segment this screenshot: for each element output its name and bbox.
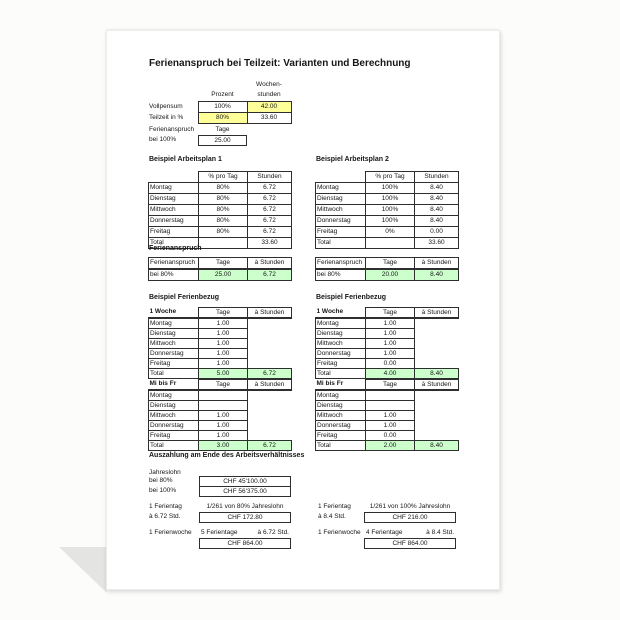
jahreslohn-100-value: CHF 56'375.00 [199,486,291,497]
header-cell: % pro Tag [366,172,415,183]
total-row [149,441,292,451]
tage-cell [366,390,415,401]
ferienwoche-label-left: 1 Ferienwoche [149,529,192,536]
header-cell: à Stunden [415,258,459,270]
ferientag-hours-label-right: à 8.4 Std. [318,513,346,520]
tage-cell [199,401,248,411]
ferienanspruch-100-label [149,125,194,145]
total-label-cell: Total [316,441,366,451]
total-stunden-cell: 8.40 [415,369,459,379]
stunden-span-cell [415,390,459,441]
percent-cell: 100% [366,216,415,227]
table-row [149,216,292,227]
tage-result-cell: 20.00 [366,269,415,281]
day-cell: Mittwoch [149,339,199,349]
day-cell: Montag [149,183,199,194]
tage-cell: 1.00 [199,318,248,329]
header-cell: Tage [199,258,248,270]
total-stunden-cell: 8.40 [415,441,459,451]
header-row [316,172,459,183]
stunden-span-cell [415,318,459,369]
percent-cell: 80% [199,183,248,194]
table-row [316,269,459,281]
day-cell: Dienstag [149,329,199,339]
table-row [149,205,292,216]
tage-cell [366,401,415,411]
day-cell: Freitag [149,227,199,238]
table-title-cell: Mi bis Fr [316,380,366,391]
hours-cell: 6.72 [248,227,292,238]
stunden-cell: 33.60 [247,113,291,124]
header-cell: Tage [366,380,415,391]
total-row [149,369,292,379]
jahreslohn-80-label: bei 80% [149,477,173,484]
header-cell: Stunden [248,172,292,183]
hours-cell: 6.72 [248,183,292,194]
ferientage-100-value: 25.00 [198,135,247,146]
tage-cell: 1.00 [366,339,415,349]
tage-cell: 1.00 [199,411,248,421]
table-row [149,183,292,194]
ferienanspruch-heading: Ferienanspruch [149,245,202,252]
total-tage-cell: 5.00 [199,369,248,379]
ferientag-value-right: CHF 216.00 [364,512,456,523]
arbeitsplan1-heading: Beispiel Arbeitsplan 1 [149,156,222,163]
woche-table-right [315,307,459,379]
ferienwoche-days-left: 5 Ferientage [201,529,238,536]
hours-cell: 8.40 [415,183,459,194]
stunden-span-cell [248,318,292,369]
ferienwoche-value-right: CHF 864.00 [364,538,456,549]
hours-cell: 6.72 [248,216,292,227]
header-row [149,308,292,319]
day-cell: Montag [316,390,366,401]
header-cell: Tage [366,308,415,319]
arbeitsplan2-table [315,171,459,249]
ferienwoche-label-right: 1 Ferienwoche [318,529,361,536]
ferientag-label-left: 1 Ferientag [149,503,182,510]
day-cell: Donnerstag [149,216,199,227]
percent-cell: 80% [199,194,248,205]
day-cell: Freitag [316,431,366,441]
header-cell: Tage [366,258,415,270]
table-row [316,183,459,194]
corner-cell [149,172,199,183]
empty-cell [199,238,248,249]
tage-cell [199,390,248,401]
day-cell: Dienstag [316,401,366,411]
row-label-cell: bei 80% [316,269,366,281]
total-label-cell: Total [316,238,366,249]
header-cell: à Stunden [248,258,292,270]
percent-cell: 80% [199,205,248,216]
header-cell: % pro Tag [199,172,248,183]
day-cell: Mittwoch [149,205,199,216]
header-row [149,380,292,391]
row-label-cell: Teilzeit in % [149,114,184,121]
col-header-wochenstunden-line1: Wochen- [256,81,282,88]
percent-cell: 0% [366,227,415,238]
jahreslohn-80-value: CHF 45'100.00 [199,476,291,487]
day-cell: Mittwoch [316,205,366,216]
page-title: Ferienanspruch bei Teilzeit: Varianten und Berechnung [149,58,411,69]
ferienbezug-heading-right: Beispiel Ferienbezug [316,294,387,301]
document-page [106,30,500,590]
label-line2: bei 100% [149,136,177,143]
table-row [149,194,292,205]
table-row [316,205,459,216]
total-tage-cell: 4.00 [366,369,415,379]
total-hours-cell: 33.60 [248,238,292,249]
ferienwoche-hours-left: à 6.72 Std. [257,529,289,536]
row-label-cell: Ferienanspruch [149,258,199,270]
tage-cell: 1.00 [366,349,415,359]
table-row [149,269,292,281]
day-cell: Freitag [149,359,199,369]
page-corner-shadow [59,547,107,593]
day-cell: Donnerstag [149,421,199,431]
jahreslohn-label: Jahreslohn [149,469,181,476]
header-cell: Tage [199,380,248,391]
ferientag-hours-label-left: à 6.72 Std. [149,513,181,520]
prozent-cell: 80% [198,113,247,124]
total-label-cell: Total [316,369,366,379]
table-row [148,113,291,124]
arbeitsplan1-table [148,171,292,249]
tage-cell: 0.00 [366,431,415,441]
day-cell: Dienstag [316,194,366,205]
table-row [316,390,459,401]
header-cell: à Stunden [248,380,292,391]
day-cell: Freitag [316,359,366,369]
stunden-span-cell [248,390,292,441]
tage-header: Tage [215,126,230,133]
header-cell: Stunden [415,172,459,183]
ferienwoche-hours-right: à 8.4 Std. [426,529,454,536]
table-title-cell: Mi bis Fr [149,380,199,391]
row-label-cell: Ferienanspruch [316,258,366,270]
total-hours-cell: 33.60 [415,238,459,249]
header-cell: à Stunden [248,308,292,319]
ferientag-label-right: 1 Ferientag [318,503,351,510]
hours-cell: 6.72 [248,194,292,205]
ferientag-value-left: CHF 172.80 [199,512,291,523]
total-row [316,441,459,451]
day-cell: Donnerstag [316,421,366,431]
row-label-cell: Vollpensum [149,103,183,110]
ferienanspruch-table-right [315,257,459,281]
ferientag-desc-left: 1/261 von 80% Jahreslohn [206,503,284,510]
prozent-cell: 100% [198,102,247,113]
tage-cell: 1.00 [199,339,248,349]
auszahlung-heading: Auszahlung am Ende des Arbeitsverhältnisses [149,452,305,459]
stunden-cell: 42.00 [247,102,291,113]
day-cell: Donnerstag [149,349,199,359]
header-cell: Tage [199,308,248,319]
day-cell: Freitag [316,227,366,238]
col-header-wochenstunden-line2: stunden [257,91,281,98]
table-row [149,227,292,238]
table-row [316,216,459,227]
mibisfr-table-left [148,379,292,451]
corner-cell [316,172,366,183]
label-line1: Ferienanspruch [149,126,195,133]
stunden-result-cell: 6.72 [248,269,292,281]
tage-cell: 0.00 [366,359,415,369]
tage-cell: 1.00 [199,329,248,339]
ferienbezug-heading-left: Beispiel Ferienbezug [149,294,220,301]
header-row [149,172,292,183]
day-cell: Donnerstag [316,349,366,359]
table-row [316,227,459,238]
row-label-cell: bei 80% [149,269,199,281]
arbeitsplan2-heading: Beispiel Arbeitsplan 2 [316,156,389,163]
total-row [316,238,459,249]
total-label-cell: Total [149,238,199,249]
total-label-cell: Total [149,441,199,451]
day-cell: Dienstag [316,329,366,339]
header-cell: à Stunden [415,308,459,319]
day-cell: Mittwoch [149,411,199,421]
hours-cell: 6.72 [248,205,292,216]
total-tage-cell: 2.00 [366,441,415,451]
tage-cell: 1.00 [199,431,248,441]
day-cell: Montag [149,390,199,401]
table-row [149,390,292,401]
tage-cell: 1.00 [199,349,248,359]
percent-cell: 80% [199,216,248,227]
empty-cell [366,238,415,249]
tage-cell: 1.00 [366,329,415,339]
tage-cell: 1.00 [199,421,248,431]
ferienwoche-desc-left [199,528,291,538]
total-row [316,369,459,379]
tage-cell: 1.00 [366,421,415,431]
table-title-cell: 1 Woche [316,308,366,319]
day-cell: Mittwoch [316,339,366,349]
hours-cell: 8.40 [415,205,459,216]
hours-cell: 8.40 [415,216,459,227]
tage-cell: 1.00 [366,318,415,329]
table-title-cell: 1 Woche [149,308,199,319]
day-cell: Freitag [149,431,199,441]
total-stunden-cell: 6.72 [248,441,292,451]
mibisfr-table-right [315,379,459,451]
total-tage-cell: 3.00 [199,441,248,451]
percent-cell: 100% [366,183,415,194]
ferientag-desc-right: 1/261 von 100% Jahreslohn [369,503,451,510]
table-row [316,318,459,329]
table-row [149,318,292,329]
table-row [316,194,459,205]
day-cell: Montag [316,183,366,194]
day-cell: Montag [149,318,199,329]
header-row [149,258,292,270]
pensum-table [148,101,292,124]
total-stunden-cell: 6.72 [248,369,292,379]
stunden-result-cell: 8.40 [415,269,459,281]
ferienanspruch-table-left [148,257,292,281]
day-cell: Dienstag [149,401,199,411]
ferienwoche-value-left: CHF 864.00 [199,538,291,549]
header-row [316,380,459,391]
percent-cell: 80% [199,227,248,238]
tage-cell: 1.00 [199,359,248,369]
woche-table-left [148,307,292,379]
header-row [316,258,459,270]
col-header-prozent: Prozent [211,91,234,98]
ferienwoche-desc-right [364,528,456,538]
total-label-cell: Total [149,369,199,379]
hours-cell: 0.00 [415,227,459,238]
percent-cell: 100% [366,205,415,216]
header-cell: à Stunden [415,380,459,391]
table-row [148,102,291,113]
tage-cell: 1.00 [366,411,415,421]
day-cell: Mittwoch [316,411,366,421]
header-row [316,308,459,319]
jahreslohn-100-label: bei 100% [149,487,177,494]
day-cell: Donnerstag [316,216,366,227]
ferienwoche-days-right: 4 Ferientage [366,529,403,536]
day-cell: Montag [316,318,366,329]
hours-cell: 8.40 [415,194,459,205]
day-cell: Dienstag [149,194,199,205]
col-header-wochenstunden [247,80,291,100]
tage-result-cell: 25.00 [199,269,248,281]
percent-cell: 100% [366,194,415,205]
